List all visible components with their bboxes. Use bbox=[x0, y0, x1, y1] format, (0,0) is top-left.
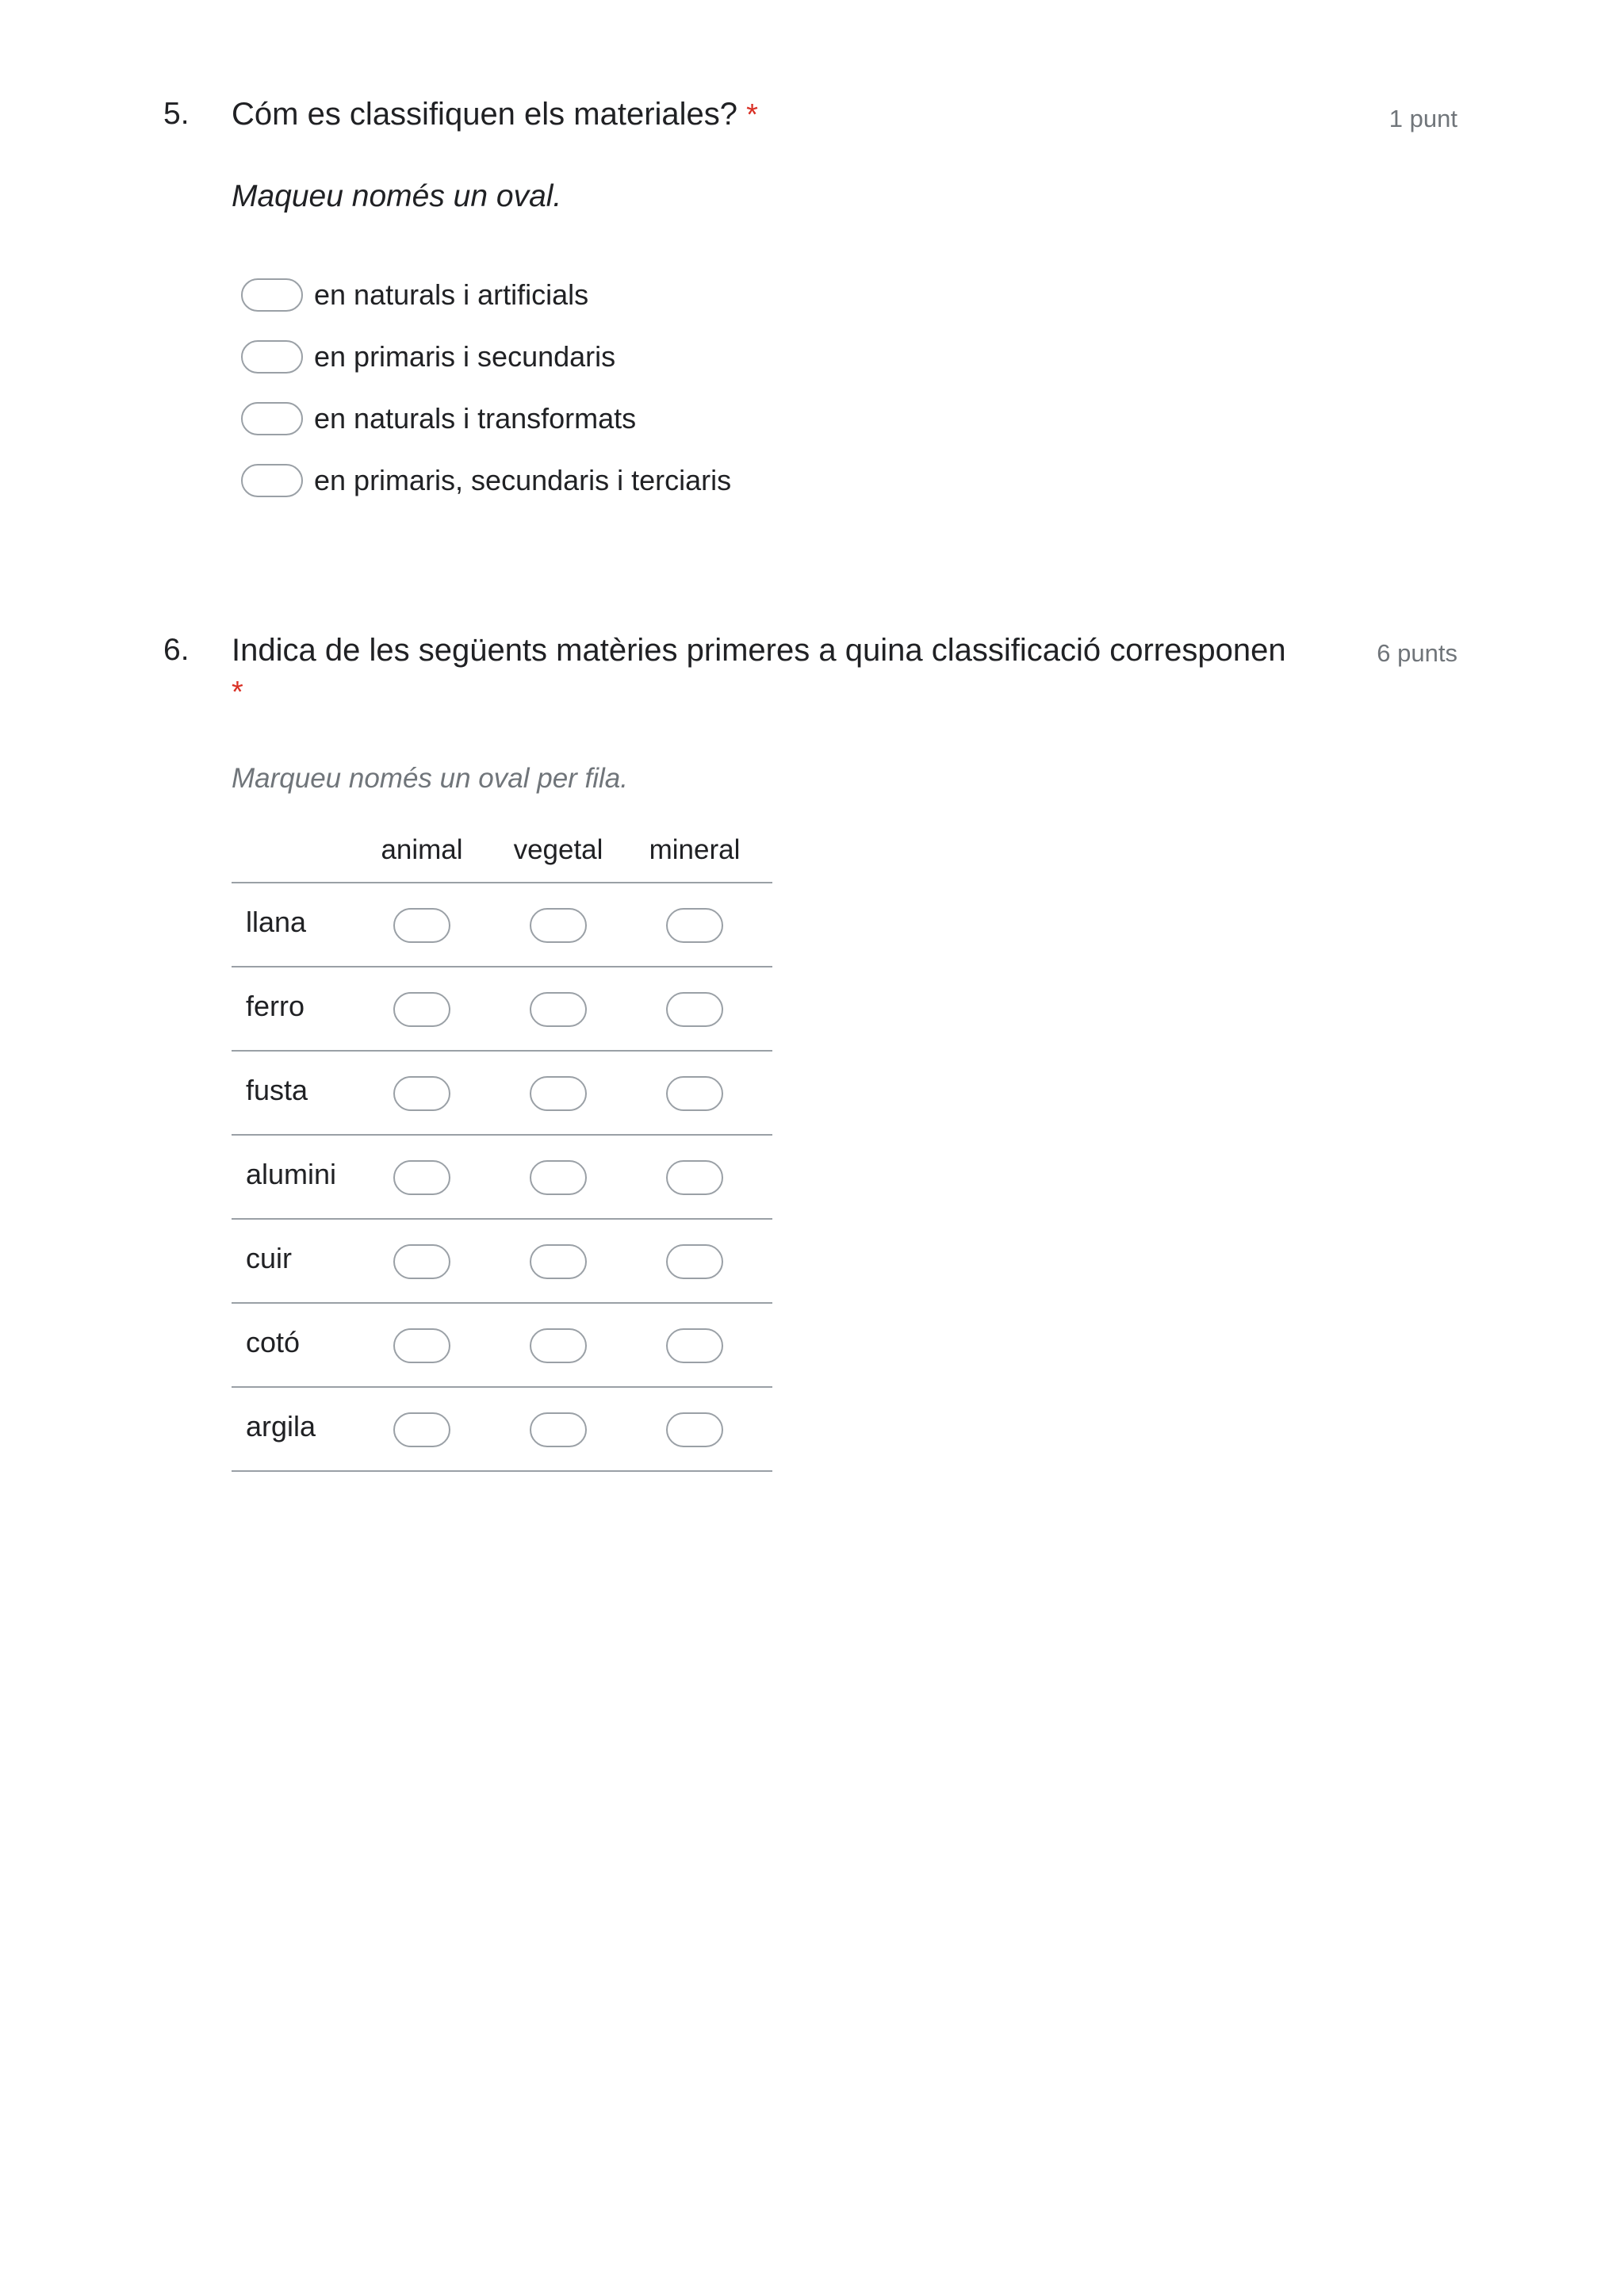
radio-oval[interactable] bbox=[241, 278, 303, 312]
cell-animal[interactable] bbox=[393, 1076, 450, 1115]
option-3[interactable] bbox=[241, 400, 636, 438]
cell-vegetal[interactable] bbox=[530, 992, 587, 1031]
cell-vegetal[interactable] bbox=[530, 1244, 587, 1283]
radio-oval[interactable] bbox=[530, 1244, 587, 1279]
radio-oval[interactable] bbox=[666, 1160, 723, 1195]
question-instruction: Marqueu només un oval per fila. bbox=[232, 763, 628, 794]
radio-oval[interactable] bbox=[393, 1076, 450, 1111]
radio-oval[interactable] bbox=[241, 464, 303, 497]
radio-oval[interactable] bbox=[666, 1328, 723, 1363]
radio-oval[interactable] bbox=[393, 1160, 450, 1195]
question-number: 6. bbox=[163, 633, 190, 667]
radio-oval[interactable] bbox=[241, 340, 303, 374]
cell-animal[interactable] bbox=[393, 1244, 450, 1283]
option-label: en primaris, secundaris i terciaris bbox=[314, 464, 732, 496]
grid-row-fusta bbox=[232, 1052, 772, 1136]
cell-mineral[interactable] bbox=[666, 1412, 723, 1451]
option-2[interactable] bbox=[241, 338, 615, 376]
question-title-text: Cóm es classifiquen els materiales? bbox=[232, 97, 738, 132]
column-header-animal: animal bbox=[381, 834, 463, 865]
radio-oval[interactable] bbox=[530, 908, 587, 943]
row-label: cuir bbox=[246, 1242, 293, 1274]
row-label: cotó bbox=[246, 1326, 301, 1358]
radio-oval[interactable] bbox=[530, 1412, 587, 1447]
option-1[interactable] bbox=[241, 276, 588, 314]
cell-vegetal[interactable] bbox=[530, 1412, 587, 1451]
radio-oval[interactable] bbox=[530, 1160, 587, 1195]
row-label: argila bbox=[246, 1410, 316, 1443]
option-label: en naturals i artificials bbox=[314, 278, 589, 311]
cell-animal[interactable] bbox=[393, 1328, 450, 1367]
question-title bbox=[232, 630, 1358, 712]
radio-oval[interactable] bbox=[530, 1328, 587, 1363]
cell-mineral[interactable] bbox=[666, 1076, 723, 1115]
radio-oval[interactable] bbox=[666, 908, 723, 943]
radio-oval[interactable] bbox=[393, 908, 450, 943]
required-mark: * bbox=[232, 676, 243, 709]
choice-grid bbox=[232, 825, 772, 1472]
radio-oval[interactable] bbox=[666, 1412, 723, 1447]
cell-vegetal[interactable] bbox=[530, 1076, 587, 1115]
grid-row-coto bbox=[232, 1304, 772, 1388]
radio-oval[interactable] bbox=[530, 1076, 587, 1111]
radio-oval[interactable] bbox=[393, 1412, 450, 1447]
cell-mineral[interactable] bbox=[666, 1328, 723, 1367]
grid-header bbox=[232, 825, 772, 883]
row-label: ferro bbox=[246, 990, 305, 1022]
radio-oval[interactable] bbox=[666, 992, 723, 1027]
radio-oval[interactable] bbox=[666, 1244, 723, 1279]
question-instruction: Maqueu només un oval. bbox=[232, 179, 562, 213]
question-points: 1 punt bbox=[1388, 105, 1457, 132]
question-title-text: Indica de les següents matèries primeres a quina classificació corresponen bbox=[232, 633, 1286, 668]
radio-oval[interactable] bbox=[393, 1328, 450, 1363]
cell-vegetal[interactable] bbox=[530, 908, 587, 947]
row-label: fusta bbox=[246, 1074, 308, 1106]
column-header-vegetal: vegetal bbox=[513, 834, 603, 865]
cell-mineral[interactable] bbox=[666, 992, 723, 1031]
column-header-mineral: mineral bbox=[649, 834, 741, 865]
required-mark: * bbox=[746, 98, 758, 132]
question-number: 5. bbox=[163, 97, 190, 131]
option-4[interactable] bbox=[241, 462, 731, 500]
row-label: alumini bbox=[246, 1158, 337, 1190]
cell-animal[interactable] bbox=[393, 1412, 450, 1451]
cell-mineral[interactable] bbox=[666, 1160, 723, 1199]
question-points: 6 punts bbox=[1377, 639, 1457, 667]
option-label: en primaris i secundaris bbox=[314, 340, 616, 373]
radio-oval[interactable] bbox=[666, 1076, 723, 1111]
question-title bbox=[232, 94, 758, 135]
grid-row-ferro bbox=[232, 967, 772, 1052]
cell-animal[interactable] bbox=[393, 908, 450, 947]
radio-oval[interactable] bbox=[393, 1244, 450, 1279]
grid-row-llana bbox=[232, 883, 772, 967]
row-label: llana bbox=[246, 906, 307, 938]
cell-vegetal[interactable] bbox=[530, 1160, 587, 1199]
cell-mineral[interactable] bbox=[666, 908, 723, 947]
cell-animal[interactable] bbox=[393, 992, 450, 1031]
option-label: en naturals i transformats bbox=[314, 402, 637, 435]
grid-row-alumini bbox=[232, 1136, 772, 1220]
grid-row-argila bbox=[232, 1388, 772, 1472]
radio-oval[interactable] bbox=[530, 992, 587, 1027]
cell-animal[interactable] bbox=[393, 1160, 450, 1199]
cell-vegetal[interactable] bbox=[530, 1328, 587, 1367]
grid-row-cuir bbox=[232, 1220, 772, 1304]
radio-oval[interactable] bbox=[393, 992, 450, 1027]
radio-oval[interactable] bbox=[241, 402, 303, 435]
cell-mineral[interactable] bbox=[666, 1244, 723, 1283]
